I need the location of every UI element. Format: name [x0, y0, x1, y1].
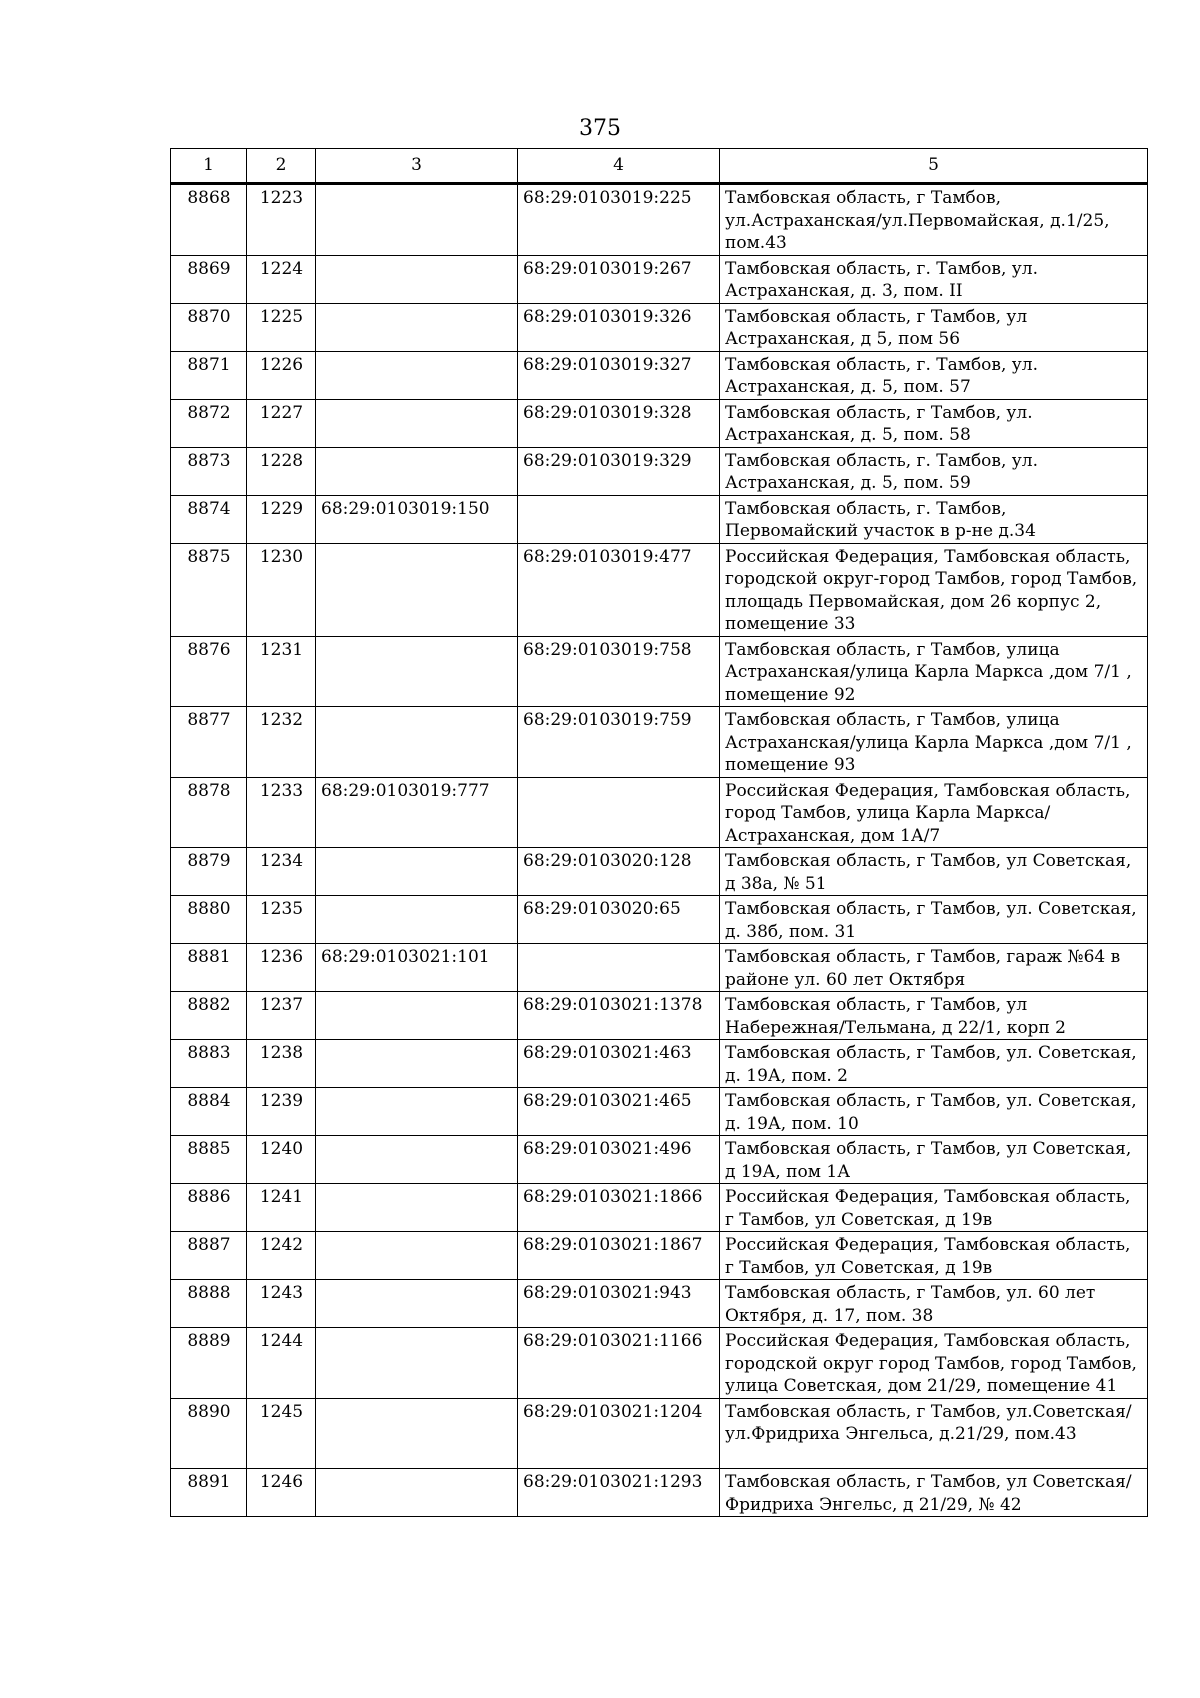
cell-row-number: 8877 [171, 707, 247, 778]
cell-premises-cadastral-number: 68:29:0103019:477 [518, 543, 720, 636]
table-row [171, 1398, 1148, 1469]
cell-land-cadastral-number [316, 255, 518, 303]
cell-land-cadastral-number [316, 1469, 518, 1517]
cell-premises-cadastral-number: 68:29:0103019:267 [518, 255, 720, 303]
table-row [171, 1088, 1148, 1136]
table-row [171, 351, 1148, 399]
cell-address: Российская Федерация, Тамбовская область, городской округ-город Тамбов, город Тамбов, площадь Первомайская, дом 26 корпус 2, помещение 33 [720, 543, 1148, 636]
cell-index: 1226 [247, 351, 316, 399]
cell-premises-cadastral-number [518, 777, 720, 848]
cell-land-cadastral-number: 68:29:0103021:101 [316, 944, 518, 992]
cell-land-cadastral-number [316, 447, 518, 495]
cell-premises-cadastral-number: 68:29:0103021:496 [518, 1136, 720, 1184]
cell-premises-cadastral-number: 68:29:0103019:326 [518, 303, 720, 351]
cell-premises-cadastral-number [518, 495, 720, 543]
cell-land-cadastral-number [316, 1040, 518, 1088]
table-body [171, 184, 1148, 1517]
cell-premises-cadastral-number [518, 944, 720, 992]
cell-row-number: 8881 [171, 944, 247, 992]
table-row [171, 543, 1148, 636]
cell-row-number: 8891 [171, 1469, 247, 1517]
table-row [171, 777, 1148, 848]
cell-premises-cadastral-number: 68:29:0103021:943 [518, 1280, 720, 1328]
cell-index: 1241 [247, 1184, 316, 1232]
cell-premises-cadastral-number: 68:29:0103021:1166 [518, 1328, 720, 1399]
cell-address: Российская Федерация, Тамбовская область, городской округ город Тамбов, город Тамбов, улица Советская, дом 21/29, помещение 41 [720, 1328, 1148, 1399]
table-row [171, 495, 1148, 543]
cell-address: Российская Федерация, Тамбовская область, г Тамбов, ул Советская, д 19в [720, 1232, 1148, 1280]
cell-index: 1225 [247, 303, 316, 351]
table-row [171, 447, 1148, 495]
cell-index: 1242 [247, 1232, 316, 1280]
cell-address: Тамбовская область, г Тамбов, ул. Советская, д. 19А, пом. 10 [720, 1088, 1148, 1136]
table-row [171, 944, 1148, 992]
cell-row-number: 8878 [171, 777, 247, 848]
cell-row-number: 8879 [171, 848, 247, 896]
cell-address: Тамбовская область, г Тамбов, ул Советская, д 19А, пом 1А [720, 1136, 1148, 1184]
cell-row-number: 8870 [171, 303, 247, 351]
cell-address: Тамбовская область, г Тамбов, улица Астраханская/улица Карла Маркса ,дом 7/1 , помещение 92 [720, 636, 1148, 707]
header-col-4: 4 [518, 149, 720, 184]
table-row [171, 1280, 1148, 1328]
table-row [171, 1040, 1148, 1088]
table-row [171, 399, 1148, 447]
cell-address: Тамбовская область, г Тамбов, ул. 60 лет Октября, д. 17, пом. 38 [720, 1280, 1148, 1328]
cell-index: 1233 [247, 777, 316, 848]
cell-index: 1224 [247, 255, 316, 303]
cell-row-number: 8872 [171, 399, 247, 447]
cell-row-number: 8871 [171, 351, 247, 399]
cell-address: Тамбовская область, г Тамбов, ул.Советская/ул.Фридриха Энгельса, д.21/29, пом.43 [720, 1398, 1148, 1469]
cell-row-number: 8887 [171, 1232, 247, 1280]
table-row [171, 1328, 1148, 1399]
cell-address: Тамбовская область, г Тамбов, ул. Советская, д. 38б, пом. 31 [720, 896, 1148, 944]
cell-row-number: 8890 [171, 1398, 247, 1469]
cell-land-cadastral-number [316, 1398, 518, 1469]
cell-land-cadastral-number: 68:29:0103019:150 [316, 495, 518, 543]
cell-address: Тамбовская область, г Тамбов, ул Советская, д 38а, № 51 [720, 848, 1148, 896]
table-header [171, 149, 1148, 184]
cell-land-cadastral-number: 68:29:0103019:777 [316, 777, 518, 848]
cell-index: 1244 [247, 1328, 316, 1399]
cell-land-cadastral-number [316, 303, 518, 351]
cell-premises-cadastral-number: 68:29:0103019:327 [518, 351, 720, 399]
cell-row-number: 8874 [171, 495, 247, 543]
cell-index: 1223 [247, 184, 316, 256]
cell-land-cadastral-number [316, 184, 518, 256]
cell-row-number: 8883 [171, 1040, 247, 1088]
page-number: 375 [579, 116, 621, 141]
header-col-5: 5 [720, 149, 1148, 184]
cell-index: 1228 [247, 447, 316, 495]
cell-index: 1238 [247, 1040, 316, 1088]
cell-address: Российская Федерация, Тамбовская область, город Тамбов, улица Карла Маркса/Астраханская, дом 1А/7 [720, 777, 1148, 848]
cell-address: Тамбовская область, г. Тамбов, ул. Астраханская, д. 5, пом. 59 [720, 447, 1148, 495]
registry-table [170, 148, 1148, 1517]
cell-index: 1229 [247, 495, 316, 543]
cell-land-cadastral-number [316, 1136, 518, 1184]
cell-land-cadastral-number [316, 848, 518, 896]
cell-premises-cadastral-number: 68:29:0103019:759 [518, 707, 720, 778]
table-row [171, 1184, 1148, 1232]
table-row [171, 184, 1148, 256]
cell-land-cadastral-number [316, 992, 518, 1040]
cell-premises-cadastral-number: 68:29:0103021:465 [518, 1088, 720, 1136]
cell-index: 1239 [247, 1088, 316, 1136]
cell-premises-cadastral-number: 68:29:0103021:1204 [518, 1398, 720, 1469]
cell-address: Тамбовская область, г Тамбов, улица Астраханская/улица Карла Маркса ,дом 7/1 , помещение 93 [720, 707, 1148, 778]
table-row [171, 1136, 1148, 1184]
cell-index: 1234 [247, 848, 316, 896]
cell-premises-cadastral-number: 68:29:0103021:1867 [518, 1232, 720, 1280]
cell-premises-cadastral-number: 68:29:0103019:329 [518, 447, 720, 495]
cell-index: 1245 [247, 1398, 316, 1469]
cell-land-cadastral-number [316, 1088, 518, 1136]
cell-land-cadastral-number [316, 707, 518, 778]
cell-premises-cadastral-number: 68:29:0103020:65 [518, 896, 720, 944]
table-row [171, 303, 1148, 351]
cell-address: Тамбовская область, г Тамбов, ул Советская/Фридриха Энгельс, д 21/29, № 42 [720, 1469, 1148, 1517]
cell-address: Тамбовская область, г Тамбов, ул. Советская, д. 19А, пом. 2 [720, 1040, 1148, 1088]
cell-land-cadastral-number [316, 1328, 518, 1399]
cell-address: Тамбовская область, г Тамбов, ул.Астраханская/ул.Первомайская, д.1/25, пом.43 [720, 184, 1148, 256]
cell-row-number: 8875 [171, 543, 247, 636]
cell-address: Тамбовская область, г. Тамбов, ул. Астраханская, д. 3, пом. II [720, 255, 1148, 303]
cell-row-number: 8869 [171, 255, 247, 303]
cell-premises-cadastral-number: 68:29:0103021:1866 [518, 1184, 720, 1232]
cell-row-number: 8868 [171, 184, 247, 256]
table-row [171, 1232, 1148, 1280]
cell-land-cadastral-number [316, 896, 518, 944]
cell-address: Тамбовская область, г Тамбов, ул Набережная/Тельмана, д 22/1, корп 2 [720, 992, 1148, 1040]
cell-address: Тамбовская область, г. Тамбов, ул. Астраханская, д. 5, пом. 57 [720, 351, 1148, 399]
cell-address: Российская Федерация, Тамбовская область, г Тамбов, ул Советская, д 19в [720, 1184, 1148, 1232]
cell-row-number: 8876 [171, 636, 247, 707]
cell-premises-cadastral-number: 68:29:0103021:1293 [518, 1469, 720, 1517]
cell-address: Тамбовская область, г. Тамбов, Первомайский участок в р-не д.34 [720, 495, 1148, 543]
cell-premises-cadastral-number: 68:29:0103019:758 [518, 636, 720, 707]
cell-land-cadastral-number [316, 543, 518, 636]
cell-index: 1231 [247, 636, 316, 707]
cell-land-cadastral-number [316, 636, 518, 707]
cell-address: Тамбовская область, г Тамбов, ул. Астраханская, д. 5, пом. 58 [720, 399, 1148, 447]
cell-land-cadastral-number [316, 1184, 518, 1232]
cell-premises-cadastral-number: 68:29:0103019:328 [518, 399, 720, 447]
cell-index: 1236 [247, 944, 316, 992]
table-row [171, 1469, 1148, 1517]
cell-index: 1246 [247, 1469, 316, 1517]
cell-address: Тамбовская область, г Тамбов, гараж №64 в районе ул. 60 лет Октября [720, 944, 1148, 992]
cell-row-number: 8889 [171, 1328, 247, 1399]
cell-row-number: 8888 [171, 1280, 247, 1328]
cell-index: 1243 [247, 1280, 316, 1328]
header-col-1: 1 [171, 149, 247, 184]
header-col-2: 2 [247, 149, 316, 184]
table-row [171, 255, 1148, 303]
cell-row-number: 8880 [171, 896, 247, 944]
cell-premises-cadastral-number: 68:29:0103020:128 [518, 848, 720, 896]
table-row [171, 707, 1148, 778]
table-row [171, 992, 1148, 1040]
cell-index: 1232 [247, 707, 316, 778]
cell-address: Тамбовская область, г Тамбов, ул Астраханская, д 5, пом 56 [720, 303, 1148, 351]
table-row [171, 848, 1148, 896]
cell-premises-cadastral-number: 68:29:0103021:463 [518, 1040, 720, 1088]
cell-index: 1227 [247, 399, 316, 447]
header-row [171, 149, 1148, 184]
cell-row-number: 8884 [171, 1088, 247, 1136]
cell-index: 1240 [247, 1136, 316, 1184]
cell-row-number: 8885 [171, 1136, 247, 1184]
header-col-3: 3 [316, 149, 518, 184]
cell-premises-cadastral-number: 68:29:0103021:1378 [518, 992, 720, 1040]
cell-land-cadastral-number [316, 1280, 518, 1328]
table-row [171, 636, 1148, 707]
cell-row-number: 8882 [171, 992, 247, 1040]
cell-land-cadastral-number [316, 1232, 518, 1280]
cell-index: 1230 [247, 543, 316, 636]
cell-index: 1235 [247, 896, 316, 944]
cell-row-number: 8886 [171, 1184, 247, 1232]
cell-premises-cadastral-number: 68:29:0103019:225 [518, 184, 720, 256]
table-row [171, 896, 1148, 944]
cell-land-cadastral-number [316, 351, 518, 399]
cell-land-cadastral-number [316, 399, 518, 447]
cell-index: 1237 [247, 992, 316, 1040]
cell-row-number: 8873 [171, 447, 247, 495]
